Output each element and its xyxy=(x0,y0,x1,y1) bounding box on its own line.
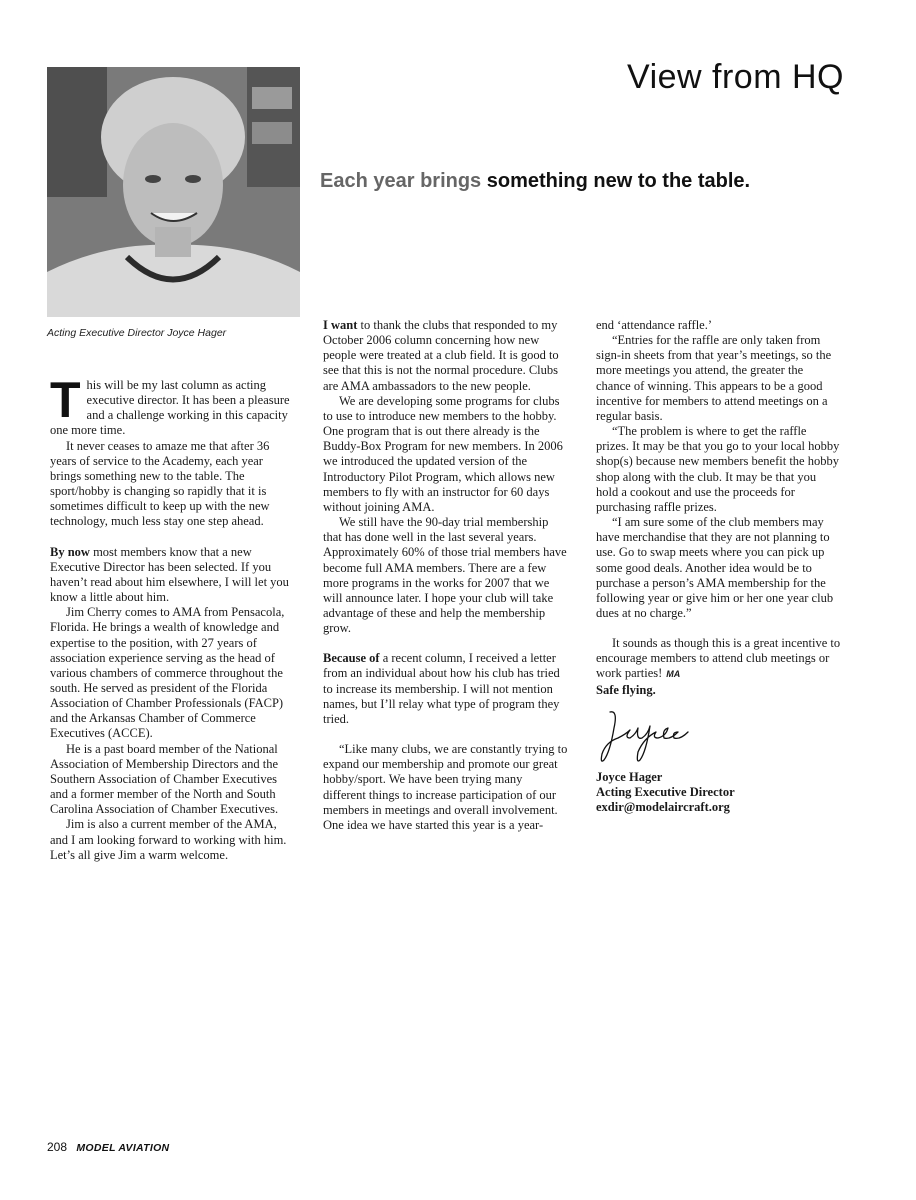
paragraph: We are developing some programs for clubs to use to introduce new members to the hobby. One program that is out there already is the Buddy-Box Program for new members. In 2006 we introduced the updated version of the Introductory Pilot Program, which allows new members to fly with an instructor for 60 days without joining AMA. xyxy=(323,393,563,514)
paragraph: We still have the 90-day trial membership that has done well in the last several years. Approximately 60% of those trial members have become full AMA members. There are a few more programs in the works for 2007 that we will announce later. I hope your club will take advantage of these and help the membership grow. xyxy=(323,515,567,636)
portrait-illustration xyxy=(47,67,300,317)
paragraph xyxy=(596,636,841,682)
signature-image xyxy=(596,708,706,770)
paragraph: end ‘attendance raffle.’ xyxy=(596,318,713,332)
paragraph-text: most members know that a new Executive Director has been selected. If you haven’t read about him elsewhere, I will let you know a little about him. xyxy=(50,544,289,605)
signature-block xyxy=(596,770,841,815)
paragraph: “Like many clubs, we are constantly trying to expand our membership and promote our great hobby/sport. We have been trying many different things to increase participation of our members in meetings and overall involvement. One idea we have started this year is a year- xyxy=(323,742,568,832)
paragraph xyxy=(323,318,568,394)
section-title: View from HQ xyxy=(627,58,844,96)
photo-caption: Acting Executive Director Joyce Hager xyxy=(47,327,227,339)
subtitle-lead: Each year brings xyxy=(320,170,482,192)
paragraph: Jim is also a current member of the AMA, and I am looking forward to working with him. Let’s all give Jim a warm welcome. xyxy=(50,817,287,862)
paragraph-text: to thank the clubs that responded to my October 2006 column concerning how new people were treated at a club field. It is good to see that this is not the normal procedure. Clubs are AMA ambassadors to the new people. xyxy=(323,318,559,393)
article-column-2 xyxy=(323,318,568,833)
lead-in: Because of xyxy=(323,651,380,666)
author-name: Joyce Hager xyxy=(596,769,663,784)
ma-end-mark: MA xyxy=(666,669,681,680)
paragraph: “I am sure some of the club members may have merchandise that they are not planning to use. Go to swap meets where you can pick up some good deals. Another idea would be to purchase a person’s AMA membership for the following year or give him or her one year club dues at no charge.” xyxy=(596,515,834,620)
paragraph xyxy=(50,372,295,439)
paragraph xyxy=(50,545,295,606)
paragraph xyxy=(323,651,568,727)
lead-in: By now xyxy=(50,544,90,559)
paragraph-text: his will be my last column as acting executive director. It has been a pleasure and a challenge working in this capacity one more time. xyxy=(50,378,290,438)
page-number: 208 xyxy=(47,1140,68,1154)
paragraph: He is a past board member of the National Association of Membership Directors and the Southern Association of Chamber Executives and a former member of the North and South Carolina Association of Chamber Executives. xyxy=(50,741,279,817)
closing-line: Safe flying. xyxy=(596,682,656,697)
paragraph: “The problem is where to get the raffle prizes. It may be that you go to your local hobby shop(s) because new members benefit the hobby shop along with the club. It may be that you hold a cookout and use the proceeds for purchasing raffle prizes. xyxy=(596,424,840,514)
drop-cap: T xyxy=(50,372,81,428)
paragraph-text: It sounds as though this is a great incentive to encourage members to attend club meetings or work parties! xyxy=(596,636,841,681)
paragraph: “Entries for the raffle are only taken from sign-in sheets from that year’s meetings, so the more meetings you attend, the greater the chance of winning. This appears to be a good incentive for members to attend meetings on a regular basis. xyxy=(596,333,832,423)
article-subtitle xyxy=(320,170,750,193)
paragraph: It never ceases to amaze me that after 36 years of service to the Academy, each year brings something new to the table. The sport/hobby is changing so rapidly that it is sometimes difficult to keep up with the new technology, much less stay one step ahead. xyxy=(50,438,270,529)
portrait-photo xyxy=(47,67,300,317)
subtitle-rest: something new to the table. xyxy=(486,170,751,192)
article-column-1 xyxy=(50,372,295,863)
lead-in: I want xyxy=(323,318,358,332)
page-footer xyxy=(47,1140,169,1154)
magazine-name: MODEL AVIATION xyxy=(76,1142,170,1154)
paragraph-text: a recent column, I received a letter from an individual about how his club has tried to increase its membership. I will not mention names, but I’ll relay what type of program they tried. xyxy=(323,651,560,726)
author-title: Acting Executive Director xyxy=(596,784,735,799)
author-email: exdir@modelaircraft.org xyxy=(596,799,730,814)
article-column-3 xyxy=(596,318,841,815)
paragraph: Jim Cherry comes to AMA from Pensacola, Florida. He brings a wealth of knowledge and expertise to the position, with 27 years of association experience serving as the head of various chambers of commerce throughout the south. He served as president of the Florida Association of Chamber Professionals (FACP) and the Arkansas Chamber of Commerce Executives (ACCE). xyxy=(50,605,285,741)
